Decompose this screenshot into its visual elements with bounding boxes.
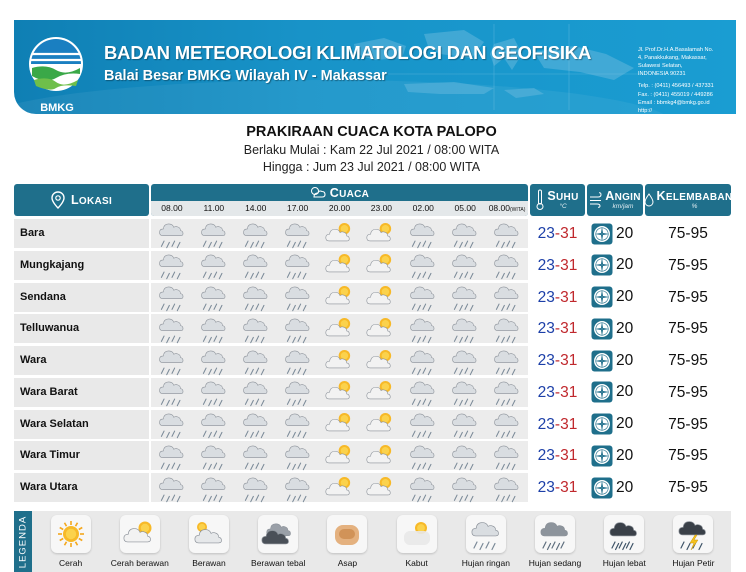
legend-item-cerah: [36, 511, 105, 572]
forecast-title: PRAKIRAAN CUACA KOTA PALOPO: [246, 124, 497, 140]
temp-min: 23: [537, 479, 555, 496]
weather-hujan-ringan-icon: [193, 378, 235, 407]
table-row: [14, 314, 731, 343]
humidity-range: 75-95: [645, 251, 731, 280]
time-slots: [151, 201, 528, 216]
legend-item-berawan-tebal: [244, 511, 313, 572]
lokasi-rest: OKASI: [78, 196, 113, 207]
weather-hujan-ringan-icon: [444, 378, 486, 407]
angin-unit: km/jam: [612, 202, 634, 210]
temp-separator: -: [554, 225, 561, 242]
wind-direction-compass-icon: [591, 318, 613, 340]
legend-label: Hujan lebat: [602, 558, 646, 568]
weather-hujan-ringan-icon: [151, 473, 193, 502]
weather-cells: [151, 251, 528, 280]
time-slot: 08.00(WITA): [488, 203, 526, 213]
temp-max: 31: [560, 383, 578, 401]
email-line: Email : bbmkg4@bmkg.go.id: [638, 99, 710, 106]
header-kelembaban: [645, 184, 731, 216]
temp-separator: -: [554, 288, 561, 306]
weather-cells: [151, 346, 528, 375]
header-banner: [14, 20, 736, 122]
weather-cells: [151, 283, 528, 312]
weather-hujan-ringan-icon: [486, 410, 528, 439]
valid-from: Berlaku Mulai : Kam 22 Jul 2021 / 08:00 WITA: [243, 143, 500, 157]
time-slot: 23.00: [370, 203, 393, 213]
web-line: balai4.makassar.bmkg.go.id: [638, 115, 708, 122]
wind-speed: [587, 473, 643, 502]
suhu-cap: S: [547, 188, 557, 203]
weather-hujan-ringan-icon: [151, 219, 193, 248]
wind-speed-value: 20: [616, 415, 634, 432]
temp-min: 23: [537, 288, 555, 306]
wind-speed: [587, 314, 643, 343]
valid-to: Hingga : Jum 23 Jul 2021 / 08:00 WITA: [262, 160, 481, 174]
weather-hujan-ringan-icon: [486, 283, 528, 312]
temp-max: 31: [560, 288, 578, 306]
weather-hujan-ringan-icon: [193, 314, 235, 343]
suhu-rest: UHU: [556, 191, 579, 203]
wind-direction-compass-icon: [591, 254, 613, 276]
bmkg-logo: [26, 34, 86, 102]
weather-hujan-ringan-icon: [402, 378, 444, 407]
time-slot: 08.00: [161, 203, 183, 213]
time-slot: 17.00: [286, 203, 309, 213]
weather-hujan-ringan-icon: [486, 441, 528, 470]
legend-label: Cerah berawan: [110, 558, 169, 568]
weather-hujan-ringan-icon: [193, 219, 235, 248]
lembab-unit: %: [691, 202, 698, 210]
humidity-range: 75-95: [645, 410, 731, 439]
wind-speed-value: 20: [616, 446, 634, 464]
location-name: Wara Barat: [14, 378, 149, 407]
weather-cells: [151, 378, 528, 407]
weather-cerah-berawan-icon: [360, 251, 402, 280]
temp-max: 31: [560, 225, 578, 242]
wind-direction-compass-icon: [591, 445, 613, 467]
weather-hujan-ringan-icon: [235, 410, 277, 439]
humidity-range: 75-95: [645, 378, 731, 407]
wind-speed: [587, 410, 643, 439]
weather-hujan-ringan-icon: [235, 283, 277, 312]
org-name: BADAN METEOROLOGI KLIMATOLOGI DAN GEOFISIKA: [104, 42, 592, 63]
weather-hujan-ringan-icon: [151, 410, 193, 439]
cloud-sun-icon: [310, 186, 326, 199]
weather-hujan-ringan-icon: [235, 219, 277, 248]
weather-hujan-ringan-icon: [486, 346, 528, 375]
legend-kabut-icon: [397, 515, 437, 553]
weather-hujan-ringan-icon: [277, 314, 319, 343]
legend-tab: [14, 511, 32, 572]
weather-hujan-ringan-icon: [151, 346, 193, 375]
legend-item-hujan-sedang: [520, 511, 589, 572]
temperature-range: [530, 314, 585, 343]
fax-line: Fax. : (0411) 455019 / 449286: [638, 91, 713, 98]
weather-hujan-ringan-icon: [235, 314, 277, 343]
table-row: [14, 251, 731, 280]
table-row: [14, 410, 731, 439]
weather-cerah-berawan-icon: [319, 283, 361, 312]
wind-speed: [587, 219, 643, 248]
humidity-range: 75-95: [645, 314, 731, 343]
temp-min: 23: [537, 225, 555, 242]
legend-hujan-petir-icon: [673, 515, 713, 553]
legend-cerah-icon: [51, 515, 91, 553]
weather-hujan-ringan-icon: [402, 410, 444, 439]
humidity-range: 75-95: [645, 219, 731, 248]
table-row: [14, 378, 731, 407]
weather-hujan-ringan-icon: [402, 314, 444, 343]
weather-hujan-ringan-icon: [277, 441, 319, 470]
weather-hujan-ringan-icon: [235, 346, 277, 375]
weather-hujan-ringan-icon: [277, 283, 319, 312]
wind-speed: [587, 283, 643, 312]
legend-item-hujan-petir: [659, 511, 728, 572]
weather-cells: [151, 441, 528, 470]
weather-hujan-ringan-icon: [486, 378, 528, 407]
temp-min: 23: [537, 383, 555, 401]
wind-direction-compass-icon: [591, 477, 613, 499]
weather-hujan-ringan-icon: [486, 251, 528, 280]
angin-rest: NGIN: [614, 191, 641, 203]
location-name: Wara Utara: [14, 473, 149, 502]
weather-hujan-ringan-icon: [193, 251, 235, 280]
weather-hujan-ringan-icon: [277, 219, 319, 248]
indonesia-map-decor: [344, 24, 644, 110]
wind-direction-compass-icon: [591, 381, 613, 403]
time-slot: 20.00: [328, 203, 351, 213]
web-line: http://: [638, 107, 652, 114]
table-row: [14, 473, 731, 502]
weather-hujan-ringan-icon: [193, 283, 235, 312]
wind-direction-compass-icon: [591, 350, 613, 372]
time-slot: 14.00: [245, 203, 267, 213]
header-suhu: [530, 184, 585, 216]
lembab-rest: ELEMBABAN: [665, 191, 733, 203]
weather-hujan-ringan-icon: [151, 378, 193, 407]
weather-cerah-berawan-icon: [319, 251, 361, 280]
wind-speed: [587, 251, 643, 280]
weather-cerah-berawan-icon: [319, 473, 361, 502]
lokasi-cap: L: [70, 193, 79, 207]
humidity-range: 75-95: [645, 283, 731, 312]
temp-min: 23: [537, 415, 555, 433]
weather-cerah-berawan-icon: [360, 473, 402, 502]
weather-hujan-ringan-icon: [277, 473, 319, 502]
weather-hujan-ringan-icon: [402, 346, 444, 375]
weather-hujan-ringan-icon: [151, 314, 193, 343]
weather-hujan-ringan-icon: [402, 441, 444, 470]
location-name: Sendana: [14, 283, 149, 312]
time-slot: 05.00: [454, 203, 476, 213]
weather-cerah-berawan-icon: [360, 346, 402, 375]
weather-hujan-ringan-icon: [235, 441, 277, 470]
temp-separator: -: [554, 383, 561, 401]
weather-cerah-berawan-icon: [360, 410, 402, 439]
temp-separator: -: [554, 415, 561, 433]
wind-direction-compass-icon: [591, 413, 613, 435]
wind-speed-value: 20: [616, 383, 634, 401]
weather-hujan-ringan-icon: [444, 251, 486, 280]
weather-cerah-berawan-icon: [319, 378, 361, 407]
legend-label: Hujan Petir: [672, 558, 715, 568]
temp-min: 23: [537, 352, 555, 369]
temp-separator: -: [554, 352, 561, 369]
time-slot: 11.00: [203, 203, 225, 213]
weather-cerah-berawan-icon: [319, 410, 361, 439]
humidity-range: 75-95: [645, 473, 731, 502]
address-line: Jl. Prof.Dr.H.A.Basalamah No.: [638, 47, 714, 53]
location-pin-icon: [51, 191, 65, 209]
weather-hujan-ringan-icon: [402, 283, 444, 312]
temp-max: 31: [560, 479, 578, 496]
wind-speed-value: 20: [616, 256, 634, 274]
legend-label: Berawan tebal: [251, 558, 306, 568]
wind-direction-compass-icon: [591, 223, 613, 245]
weather-hujan-ringan-icon: [277, 251, 319, 280]
weather-hujan-ringan-icon: [235, 473, 277, 502]
wind-speed-value: 20: [616, 224, 634, 242]
legend-berawan-tebal-icon: [258, 515, 298, 553]
temp-max: 31: [560, 447, 578, 465]
weather-cerah-berawan-icon: [360, 378, 402, 407]
time-slot: 02.00: [412, 203, 434, 213]
weather-cerah-berawan-icon: [319, 441, 361, 470]
weather-hujan-ringan-icon: [193, 473, 235, 502]
weather-cerah-berawan-icon: [360, 441, 402, 470]
weather-hujan-ringan-icon: [151, 441, 193, 470]
temp-min: 23: [537, 256, 555, 274]
wind-speed: [587, 378, 643, 407]
lembab-cap: K: [656, 188, 666, 203]
weather-hujan-ringan-icon: [151, 251, 193, 280]
temp-separator: -: [554, 320, 561, 338]
legend: [14, 511, 731, 572]
location-name: Mungkajang: [14, 251, 149, 280]
header-angin: [587, 184, 643, 216]
temperature-range: [530, 473, 585, 502]
weather-hujan-ringan-icon: [193, 410, 235, 439]
org-subtitle: Balai Besar BMKG Wilayah IV - Makassar: [104, 68, 387, 84]
wind-direction-compass-icon: [591, 286, 613, 308]
weather-hujan-ringan-icon: [193, 346, 235, 375]
weather-hujan-ringan-icon: [402, 219, 444, 248]
weather-hujan-ringan-icon: [486, 219, 528, 248]
legend-cerah-berawan-icon: [120, 515, 160, 553]
weather-hujan-ringan-icon: [235, 378, 277, 407]
legend-label: Hujan sedang: [528, 558, 582, 568]
header-cuaca: [151, 184, 528, 216]
temp-min: 23: [537, 320, 555, 338]
weather-hujan-ringan-icon: [444, 283, 486, 312]
weather-hujan-ringan-icon: [193, 441, 235, 470]
weather-cells: [151, 314, 528, 343]
weather-hujan-ringan-icon: [277, 346, 319, 375]
temperature-range: [530, 378, 585, 407]
humidity-range: 75-95: [645, 346, 731, 375]
location-name: Telluwanua: [14, 314, 149, 343]
weather-cerah-berawan-icon: [360, 314, 402, 343]
legend-hujan-sedang-icon: [535, 515, 575, 553]
weather-hujan-ringan-icon: [486, 473, 528, 502]
temp-separator: -: [554, 447, 561, 465]
weather-hujan-ringan-icon: [486, 314, 528, 343]
table-row: [14, 346, 731, 375]
temp-separator: -: [554, 256, 561, 274]
temp-max: 31: [560, 320, 578, 338]
temperature-range: [530, 283, 585, 312]
weather-cerah-berawan-icon: [360, 283, 402, 312]
weather-hujan-ringan-icon: [444, 473, 486, 502]
wind-speed: [587, 346, 643, 375]
location-name: Wara Selatan: [14, 410, 149, 439]
legend-label: Berawan: [192, 558, 226, 568]
wind-icon: [589, 192, 603, 208]
weather-hujan-ringan-icon: [402, 251, 444, 280]
cuaca-rest: UACA: [339, 188, 370, 200]
wind-speed-value: 20: [616, 478, 634, 496]
weather-cells: [151, 219, 528, 248]
weather-hujan-ringan-icon: [402, 473, 444, 502]
legend-label: Hujan ringan: [461, 558, 510, 568]
wind-speed-value: 20: [616, 319, 634, 337]
wind-speed-value: 20: [616, 288, 634, 305]
location-name: Wara: [14, 346, 149, 375]
weather-cells: [151, 473, 528, 502]
weather-hujan-ringan-icon: [444, 410, 486, 439]
header-lokasi: [14, 184, 149, 216]
weather-cerah-berawan-icon: [360, 219, 402, 248]
legend-items: [36, 511, 728, 572]
temperature-range: [530, 251, 585, 280]
wind-speed: [587, 441, 643, 470]
temperature-range: [530, 441, 585, 470]
weather-hujan-ringan-icon: [444, 441, 486, 470]
temp-separator: -: [554, 479, 561, 496]
weather-cerah-berawan-icon: [319, 314, 361, 343]
address-line: 4, Panakkukang, Makassar,: [638, 55, 707, 62]
weather-hujan-ringan-icon: [235, 251, 277, 280]
temperature-range: [530, 346, 585, 375]
legend-title: LEGENDA: [17, 515, 29, 568]
legend-label: Kabut: [405, 558, 428, 568]
legend-item-hujan-lebat: [590, 511, 659, 572]
legend-label: Asap: [337, 558, 358, 568]
table-row: [14, 219, 731, 248]
legend-item-kabut: [382, 511, 451, 572]
weather-cells: [151, 410, 528, 439]
table-row: [14, 283, 731, 312]
weather-hujan-ringan-icon: [151, 283, 193, 312]
angin-cap: A: [605, 188, 615, 203]
weather-hujan-ringan-icon: [444, 314, 486, 343]
time-zone-suffix: (WITA): [509, 207, 526, 213]
weather-cerah-berawan-icon: [319, 346, 361, 375]
weather-hujan-ringan-icon: [444, 219, 486, 248]
logo-text: BMKG: [40, 102, 74, 114]
legend-item-hujan-ringan: [451, 511, 520, 572]
temperature-range: [530, 219, 585, 248]
address-line: INDONESIA 90231: [638, 71, 686, 78]
temp-max: 31: [560, 352, 578, 369]
temp-min: 23: [537, 447, 555, 465]
humidity-drop-icon: [644, 193, 654, 207]
weather-hujan-ringan-icon: [277, 410, 319, 439]
thermometer-icon: [536, 189, 544, 211]
legend-item-berawan: [174, 511, 243, 572]
humidity-range: 75-95: [645, 441, 731, 470]
legend-berawan-icon: [189, 515, 229, 553]
address-line: Sulawesi Selatan,: [638, 63, 683, 70]
phone-line: Telp. : (0411) 456493 / 437331: [638, 83, 714, 90]
legend-label: Cerah: [59, 558, 83, 568]
weather-hujan-ringan-icon: [277, 378, 319, 407]
legend-asap-icon: [327, 515, 367, 553]
wind-speed-value: 20: [616, 351, 634, 369]
location-name: Wara Timur: [14, 441, 149, 470]
temperature-range: [530, 410, 585, 439]
temp-max: 31: [560, 415, 578, 433]
legend-item-cerah-berawan: [105, 511, 174, 572]
suhu-unit: °C: [559, 202, 567, 210]
legend-item-asap: [313, 511, 382, 572]
legend-hujan-ringan-icon: [466, 515, 506, 553]
cuaca-cap: C: [329, 185, 340, 200]
location-name: Bara: [14, 219, 149, 248]
weather-cerah-berawan-icon: [319, 219, 361, 248]
table-row: [14, 441, 731, 470]
legend-hujan-lebat-icon: [604, 515, 644, 553]
temp-max: 31: [560, 256, 578, 274]
weather-hujan-ringan-icon: [444, 346, 486, 375]
contact-info: [638, 46, 746, 123]
